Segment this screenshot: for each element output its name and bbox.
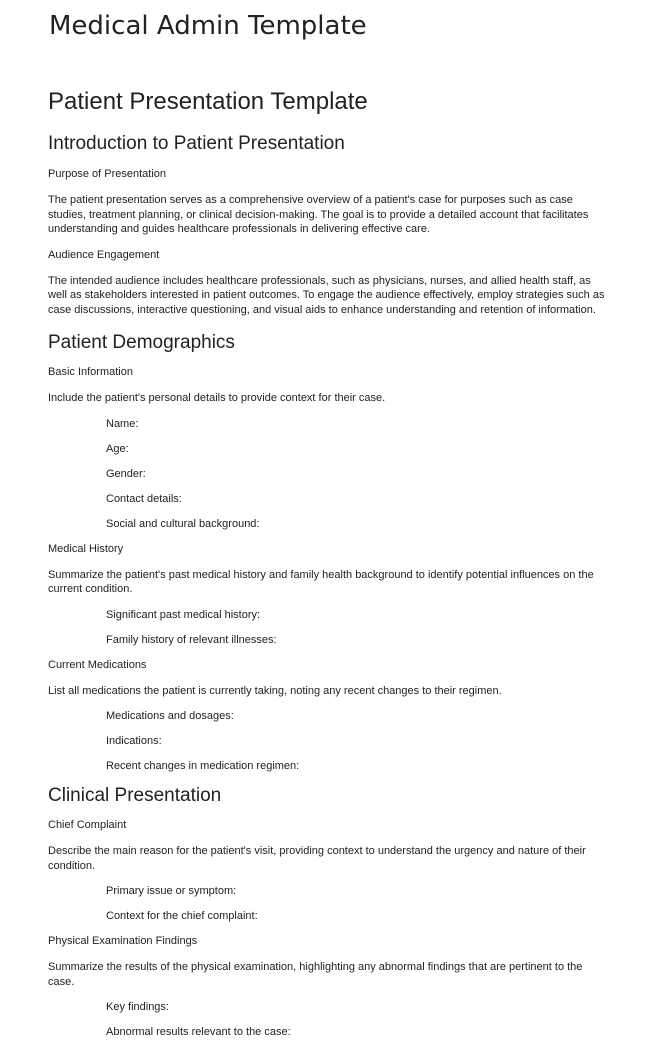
paragraph-medical-history: Summarize the patient's past medical history and family health background to identify potential influences on the current condition.	[48, 568, 594, 595]
section-heading-introduction: Introduction to Patient Presentation	[48, 133, 345, 154]
section-heading-demographics: Patient Demographics	[48, 332, 235, 353]
field-key-findings: Key findings:	[106, 1001, 169, 1013]
subheading-physical-exam: Physical Examination Findings	[48, 935, 198, 947]
field-age: Age:	[106, 442, 129, 455]
section-heading-clinical: Clinical Presentation	[48, 785, 222, 806]
subheading-audience: Audience Engagement	[48, 248, 160, 261]
document-body	[48, 131, 608, 1040]
subheading-basic-information: Basic Information	[48, 366, 133, 378]
document-title: Patient Presentation Template	[48, 88, 368, 115]
paragraph-physical-exam: Summarize the results of the physical examination, highlighting any abnormal findings that are pertinent to the case.	[48, 961, 583, 988]
subheading-current-medications: Current Medications	[48, 658, 147, 671]
field-complaint-context: Context for the chief complaint:	[106, 910, 258, 922]
field-social-background: Social and cultural background:	[106, 517, 260, 530]
field-recent-changes: Recent changes in medication regimen:	[106, 760, 300, 772]
paragraph-basic-information: Include the patient's personal details to provide context for their case.	[48, 392, 386, 404]
field-past-medical-history: Significant past medical history:	[106, 608, 261, 621]
field-name: Name:	[106, 417, 139, 430]
field-medications-dosages: Medications and dosages:	[106, 710, 234, 722]
subheading-medical-history: Medical History	[48, 542, 124, 555]
paragraph-chief-complaint: Describe the main reason for the patient's visit, providing context to understand the urgency and nature of their condition.	[48, 845, 586, 872]
field-gender: Gender:	[106, 467, 146, 480]
subheading-chief-complaint: Chief Complaint	[48, 819, 127, 831]
paragraph-current-medications: List all medications the patient is currently taking, noting any recent changes to their regimen.	[48, 684, 502, 697]
field-family-history: Family history of relevant illnesses:	[106, 633, 277, 646]
field-abnormal-results: Abnormal results relevant to the case:	[106, 1026, 291, 1038]
subheading-purpose: Purpose of Presentation	[48, 168, 167, 180]
brand-title: Medical Admin Template	[49, 11, 367, 41]
paragraph-audience: The intended audience includes healthcare professionals, such as physicians, nurses, and allied health staff, as well as stakeholders interested in patient outcomes. To engage the audience effectively, employ strategies such as case discussions, interactive questioning, and visual aids to enhance understanding and retention of information.	[48, 274, 605, 316]
paragraph-purpose: The patient presentation serves as a comprehensive overview of a patient's case for purposes such as case studies, treatment planning, or clinical decision-making. The goal is to provide a detailed account that facilitates understanding and guides healthcare professionals in delivering effective care.	[48, 194, 589, 235]
field-indications: Indications:	[106, 735, 162, 747]
field-primary-issue: Primary issue or symptom:	[106, 885, 237, 897]
field-contact-details: Contact details:	[106, 492, 182, 505]
